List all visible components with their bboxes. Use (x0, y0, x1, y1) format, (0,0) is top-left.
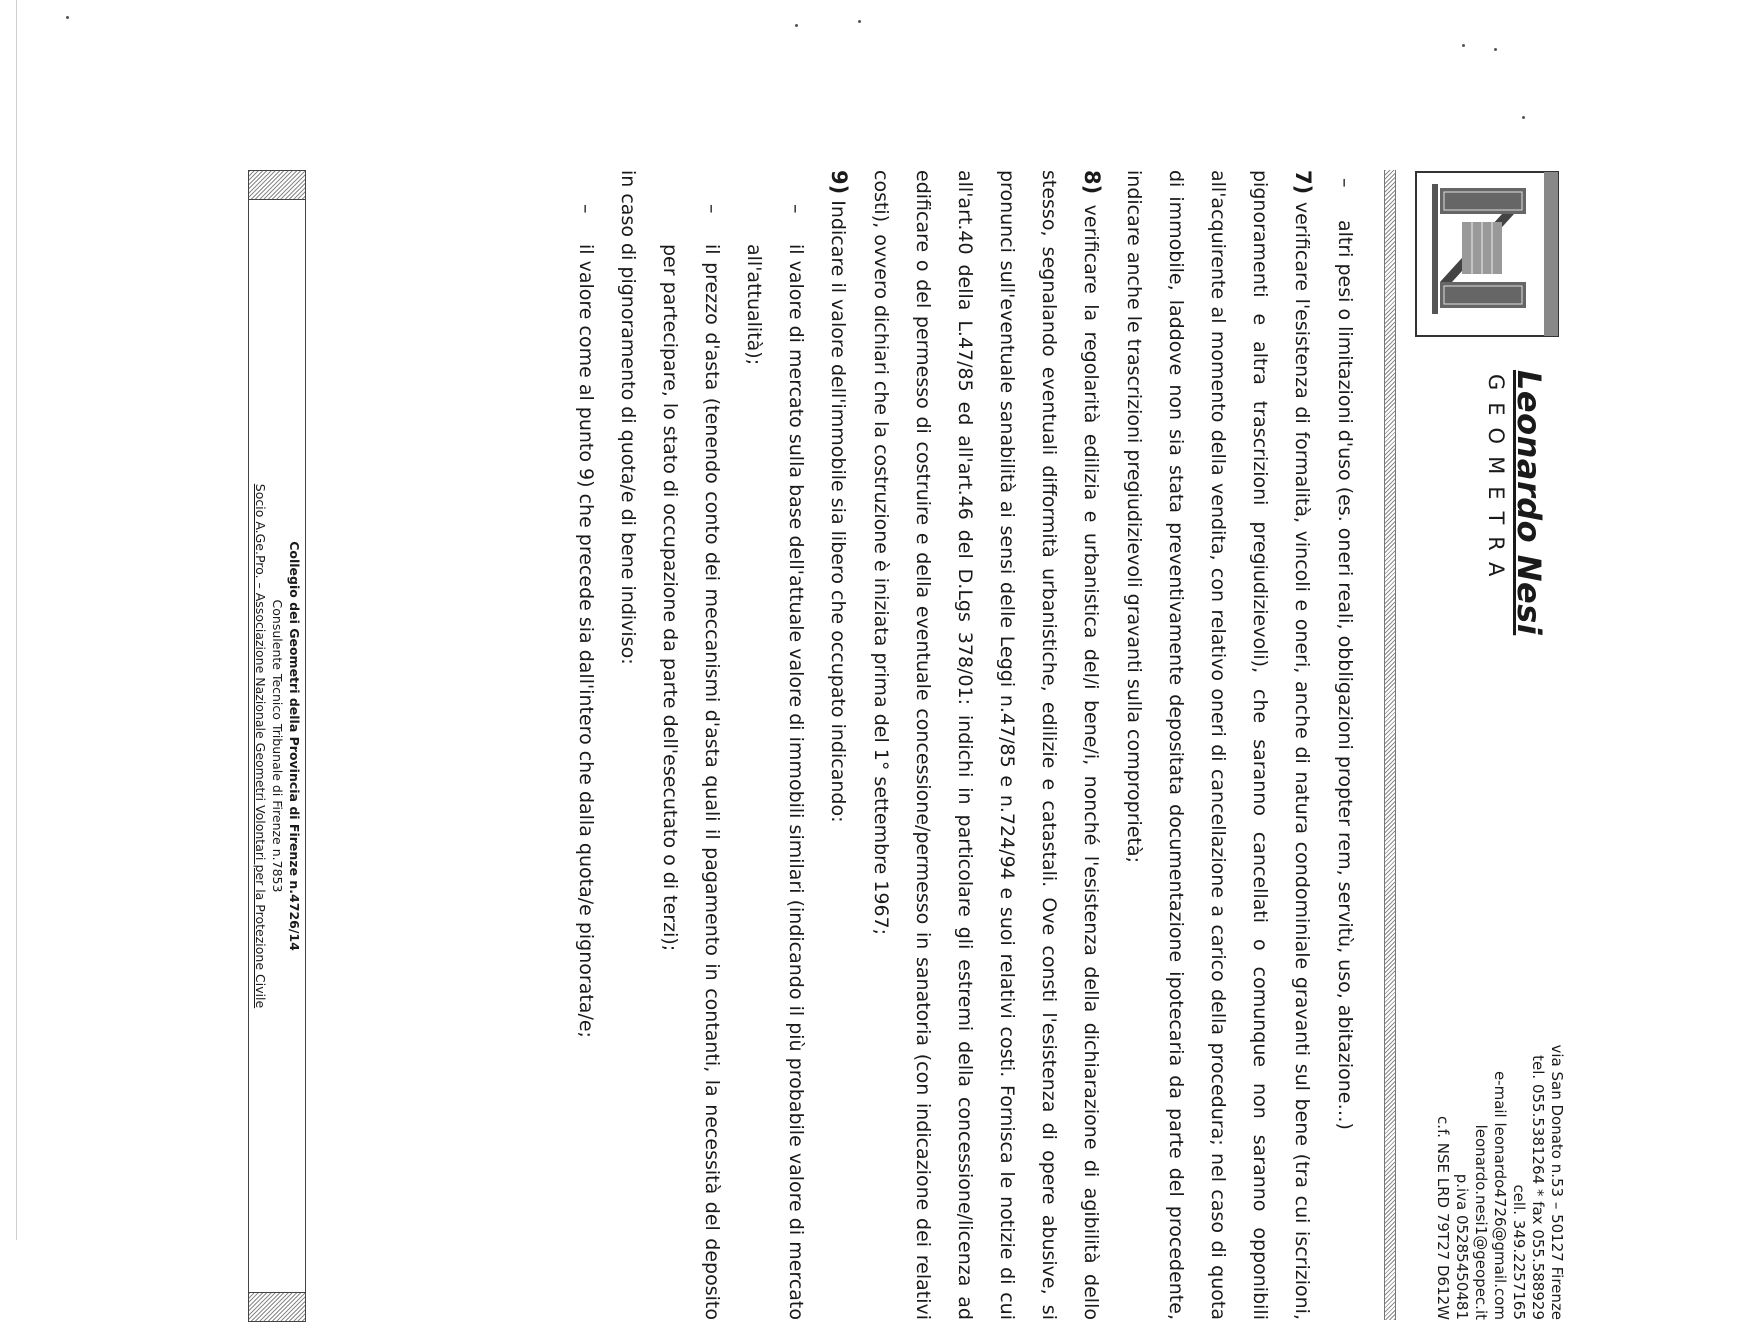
contact-address: via San Donato n.53 – 50127 Firenze (1548, 1044, 1566, 1320)
list-item (1324, 170, 1366, 1320)
geometra-logo-icon (1412, 170, 1562, 340)
contact-cell: cell. 349.2257165 (1510, 1184, 1528, 1320)
paragraph-number: 9) (827, 170, 851, 195)
brand-name: Leonardo Nesi (1510, 370, 1548, 636)
header-divider (1384, 170, 1396, 1320)
item-text: altri pesi o limitazioni d'uso (es. oneri reali, obbligazioni propter rem, servitù, uso, abitazione…) (1334, 220, 1356, 1130)
contact-cf: c.f. NSE LRD 79T27 D612W (1434, 1116, 1452, 1320)
dash-bullet: – (785, 204, 807, 214)
paragraph-text: verificare la regolarità edilizia e urbanistica del/i bene/i, nonché l'esistenza della dichiarazione di agibilità dello stesso, segnalando eventuali difformità urbanistiche, edilizie e catastali. Ove consti l'esistenza di opere abusive, si pronunci sull'eventuale sanabilità ai sensi delle Leggi n.47/85 e n.724/94 e suoi relativi costi. Fornisca le notizie di cui all'art.40 della L.47/85 ed all'art.46 del D.Lgs 378/01: indichi in particolare gli estremi della concessione/licenza ad edificare o del permesso di costruire e della eventuale concessione/permesso in sanatoria (con indicazione dei relativi costi), ovvero dichiari che la costruzione è iniziata prima del 1° settembre 1967; (870, 170, 1102, 1320)
dash-bullet: – (1334, 178, 1356, 188)
scan-speck (1494, 48, 1497, 51)
footer-text (249, 200, 305, 1292)
list-item (565, 170, 607, 1320)
list-item (649, 170, 733, 1320)
paragraph-text: Indicare il valore dell'immobile sia libero che occupato indicando: (827, 200, 849, 823)
scan-speck (858, 20, 861, 23)
document-page (152, 170, 1592, 1320)
scan-speck (795, 24, 798, 27)
footer-hatch (249, 1292, 305, 1321)
item-text: il prezzo d'asta (tenendo conto dei meccanismi d'asta quali il pagamento in contanti, la necessità del deposito per partecipare, lo stato di occupazione da parte dell'esecutato o di terzi); (659, 244, 723, 1320)
footer (248, 170, 306, 1322)
paragraph-9 (817, 170, 860, 1320)
item-text: il valore come al punto 9) che precede sia dall'intero che dalla quota/e pignorata/e; (575, 244, 597, 1038)
paragraph-number: 8) (1080, 170, 1104, 195)
paragraph-number: 7) (1291, 170, 1315, 195)
scan-speck (1462, 44, 1465, 47)
contact-block (1433, 1044, 1566, 1320)
item-text: il valore di mercato sulla base dell'attuale valore di immobili similari (indicando il più probabile valore di mercato all'attualità); (743, 244, 807, 1320)
contact-pec: leonardo.nesi1@geopec.it (1472, 1124, 1490, 1320)
scan-edge (16, 0, 17, 1240)
footer-line-agepro: Socio A.Ge.Pro. – Associazione Nazionale Geometri Volontari per la Protezione Civile (253, 483, 268, 1009)
letterhead (1392, 170, 1592, 1320)
footer-hatch (249, 171, 305, 200)
brand-profession: GEOMETRA (1484, 374, 1508, 589)
contact-email: e-mail leonardo4726@gmail.com (1491, 1070, 1509, 1320)
scan-speck (1522, 116, 1525, 119)
list-item (733, 170, 817, 1320)
brand (1484, 370, 1548, 635)
contact-piva: p.iva 05285450481 (1453, 1173, 1471, 1320)
footer-line-collegio: Collegio dei Geometri della Provincia di Firenze n.4726/14 (287, 541, 302, 951)
pignoramento-intro: in caso di pignoramento di quota/e di bene indiviso: (617, 170, 639, 665)
paragraph-text: verificare l'esistenza di formalità, vincoli e oneri, anche di natura condominiale gravanti sul bene (tra cui iscrizioni, pignoramenti e altra trascrizioni pregiudizievoli), che saranno cancellati o comunque non saranno opponibili all'acquirente al momento della vendita, con relativo oneri di cancellazione a carico della procedura; nel caso di quota di immobile, laddove non sia stata preventivamente depositata documentazione ipotecaria da parte del procedente, indicare anche le trascrizioni pregiudizievoli gravanti sulla comproprietà; (1123, 170, 1313, 1320)
document-body (565, 170, 1366, 1320)
footer-line-consulente: Consulente Tecnico Tribunale di Firenze n.7853 (270, 599, 285, 893)
contact-phone-fax: tel. 055.5381264 * fax 055.588929 (1529, 1055, 1547, 1320)
scan-speck (66, 16, 69, 19)
paragraph-7 (1113, 170, 1324, 1320)
dash-bullet: – (575, 204, 597, 214)
dash-bullet: – (701, 204, 723, 214)
paragraph-8 (860, 170, 1113, 1320)
